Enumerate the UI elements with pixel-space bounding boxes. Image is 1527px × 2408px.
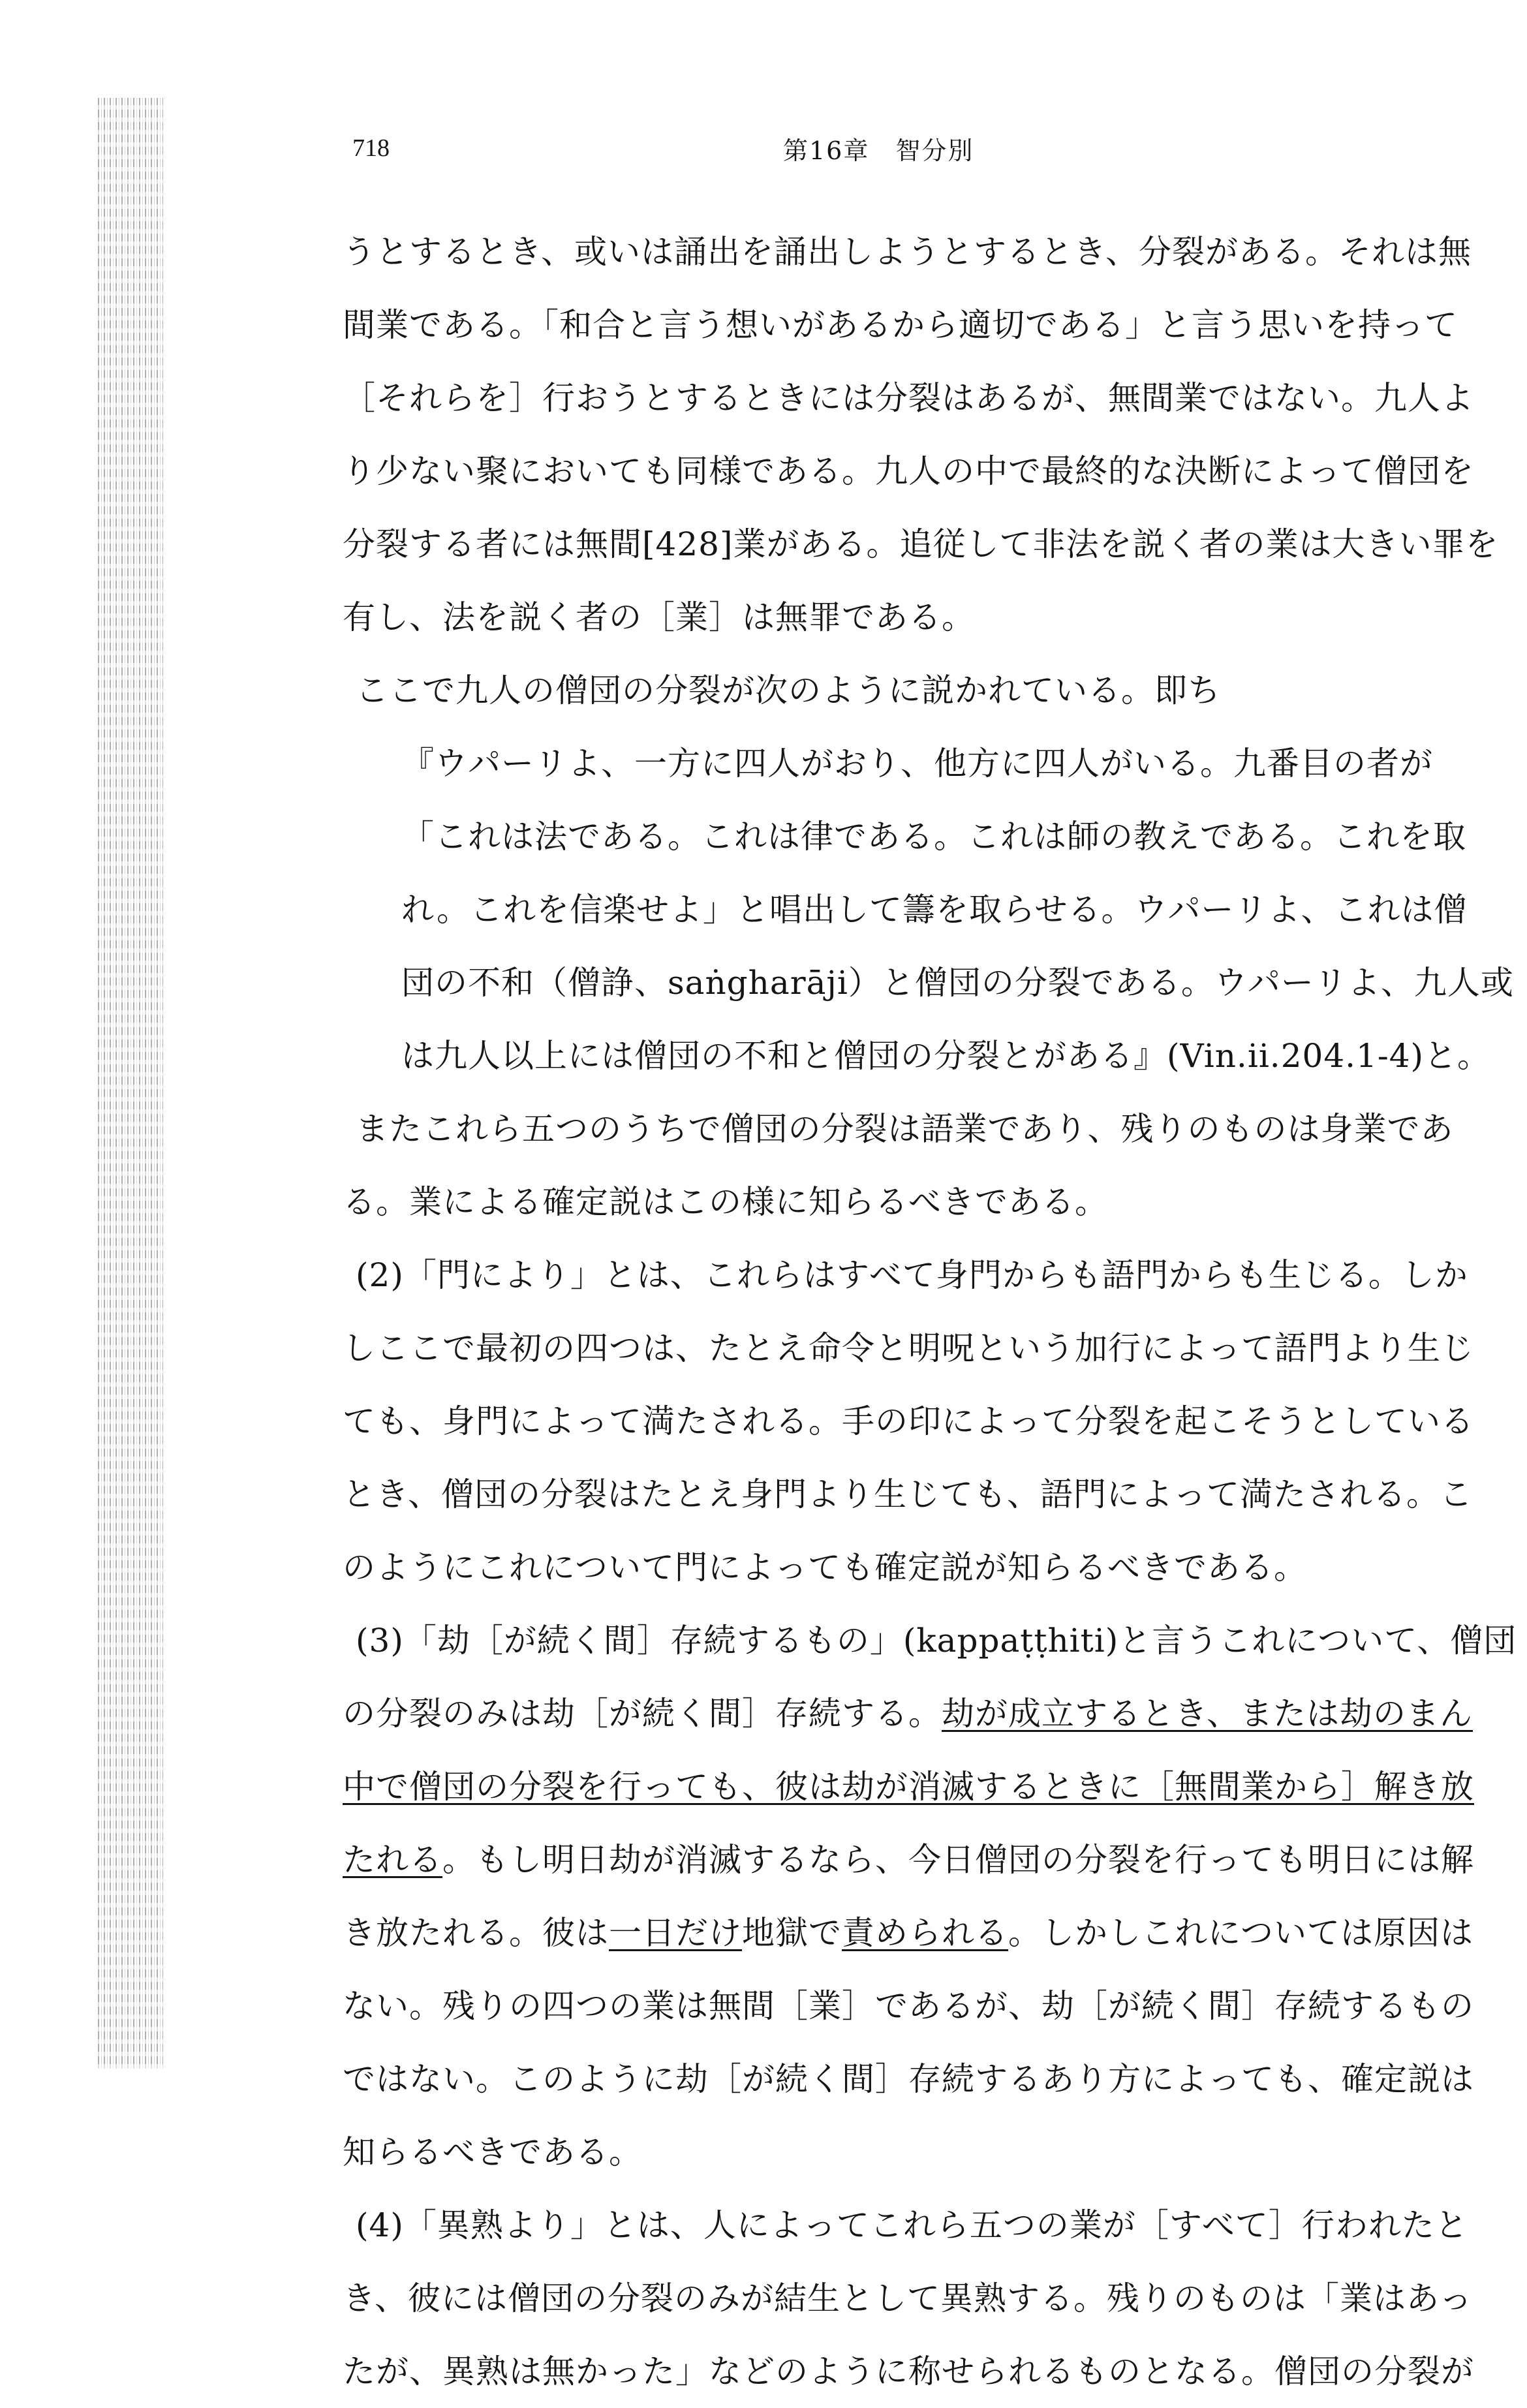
text-segment: 。もし明日劫が消滅するなら、今日僧団の分裂を行っても明日には解 <box>442 1841 1474 1879</box>
text-line <box>343 1823 1474 1896</box>
text-line: (3)「劫［が続く間］存続するもの」(kappaṭṭhiti)と言うこれについて、僧団 <box>356 1622 1517 1659</box>
text-line: (4)「異熟より」とは、人によってこれら五つの業が［すべて］行われたと <box>356 2206 1468 2244</box>
text-line: ［それらを］行おうとするときには分裂はあるが、無間業ではない。九人よ <box>343 379 1474 417</box>
text-line: のようにこれについて門によっても確定説が知らるべきである。 <box>343 1549 1307 1586</box>
text-segment: の分裂のみは劫［が続く間］存続する。 <box>343 1695 942 1733</box>
text-line: 有し、法を説く者の［業］は無罪である。 <box>343 598 975 636</box>
text-segment: 。しかしこれについては原因は <box>1008 1914 1473 1952</box>
text-line <box>343 1677 1473 1750</box>
text-segment: き放たれる。彼は <box>343 1914 609 1952</box>
text-line: またこれら五つのうちで僧団の分裂は語業であり、残りのものは身業であ <box>356 1110 1454 1148</box>
text-line: (2)「門により」とは、これらはすべて身門からも語門からも生じる。しか <box>356 1256 1468 1294</box>
page-number: 718 <box>352 134 390 162</box>
text-line: ではない。このように劫［が続く間］存続するあり方によっても、確定説は <box>343 2060 1474 2098</box>
text-line: き、彼には僧団の分裂のみが結生として異熟する。残りのものは「業はあっ <box>343 2279 1473 2317</box>
quote-line: は九人以上には僧団の不和と僧団の分裂とがある』(Vin.ii.204.1-4)と。 <box>401 1037 1491 1075</box>
text-line: とき、僧団の分裂はたとえ身門より生じても、語門によって満たされる。こ <box>343 1475 1473 1513</box>
chapter-running-head: 第16章 智分別 <box>783 136 974 165</box>
text-line: り少ない聚においても同様である。九人の中で最終的な決断によって僧団を <box>343 452 1474 490</box>
text-line: る。業による確定説はこの様に知らるべきである。 <box>343 1183 1108 1221</box>
text-line: ない。残りの四つの業は無間［業］であるが、劫［が続く間］存続するもの <box>343 1987 1474 2025</box>
text-line <box>343 1750 1474 1823</box>
body-text <box>343 215 1517 2408</box>
underlined-text: 劫が成立するとき、または劫のまん <box>942 1695 1473 1733</box>
text-segment: 地獄で <box>742 1914 842 1952</box>
underlined-text: 責められる <box>842 1914 1008 1952</box>
quote-line: れ。これを信楽せよ」と唱出して籌を取らせる。ウパーリよ、これは僧 <box>401 891 1468 929</box>
underlined-text: 中で僧団の分裂を行っても、彼は劫が消滅するときに［無間業から］解き放 <box>343 1768 1474 1806</box>
quote-line: 「これは法である。これは律である。これは師の教えである。これを取 <box>401 818 1466 856</box>
text-line: 間業である。「和合と言う想いがあるから適切である」と言う思いを持って <box>343 306 1458 344</box>
text-line: ても、身門によって満たされる。手の印によって分裂を起こそうとしている <box>343 1402 1474 1440</box>
quote-line: 『ウパーリよ、一方に四人がおり、他方に四人がいる。九番目の者が <box>401 745 1433 782</box>
text-line: 知らるべきである。 <box>343 2133 642 2171</box>
text-line: うとするとき、或いは誦出を誦出しようとするとき、分裂がある。それは無 <box>343 233 1472 271</box>
text-line: たが、異熟は無かった」などのように称せられるものとなる。僧団の分裂が <box>343 2353 1474 2390</box>
quote-line: 団の不和（僧諍、saṅgharāji）と僧団の分裂である。ウパーリよ、九人或 <box>401 964 1514 1002</box>
underlined-text: たれる <box>343 1841 442 1879</box>
scan-binding-gutter <box>98 98 163 2069</box>
text-line: しここで最初の四つは、たとえ命令と明呪という加行によって語門より生じ <box>343 1329 1474 1367</box>
text-line <box>343 1896 1473 1969</box>
text-line: ここで九人の僧団の分裂が次のように説かれている。即ち <box>356 671 1221 709</box>
text-line: 分裂する者には無間[428]業がある。追従して非法を説く者の業は大きい罪を <box>343 525 1499 563</box>
underlined-text: 一日だけ <box>609 1914 742 1952</box>
